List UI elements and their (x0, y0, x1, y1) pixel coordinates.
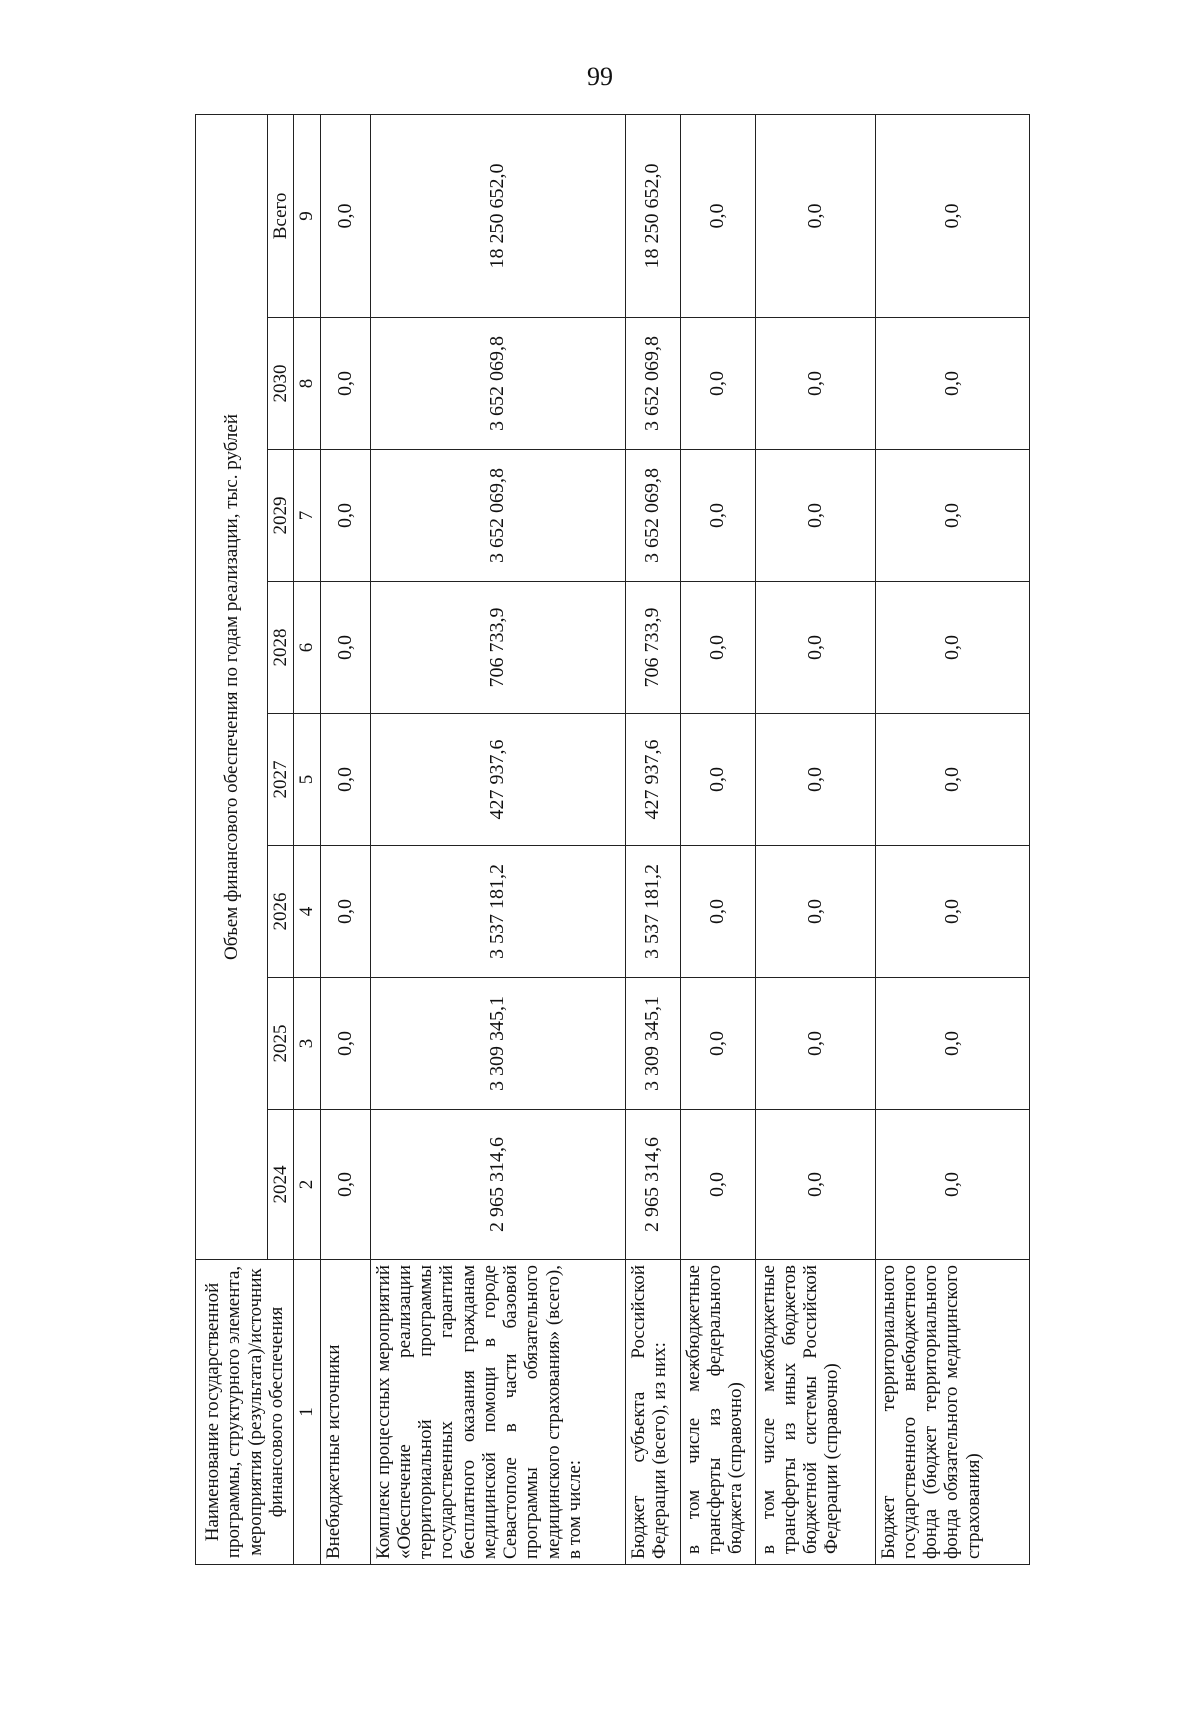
year-header: 2029 (268, 450, 294, 582)
column-number: 6 (294, 582, 320, 714)
cell-value: 0,0 (320, 450, 370, 582)
column-number: 1 (294, 1260, 320, 1565)
year-header: 2028 (268, 582, 294, 714)
cell-value: 0,0 (875, 978, 1029, 1110)
cell-value: 0,0 (875, 1110, 1029, 1260)
row-name: в том числе межбюджетные трансферты из федерального бюджета (справочно) (680, 1260, 755, 1565)
year-header: 2024 (268, 1110, 294, 1260)
column-number: 5 (294, 714, 320, 846)
row-name: Бюджет территориального государственного внебюджетного фонда (бюджет территориального фонда обязательного медицинского страхования) (875, 1260, 1029, 1565)
column-number: 9 (294, 114, 320, 317)
cell-value: 3 309 345,1 (625, 978, 680, 1110)
row-name: Бюджет субъекта Российской Федерации (всего), из них: (625, 1260, 680, 1565)
cell-value: 427 937,6 (625, 714, 680, 846)
cell-value: 18 250 652,0 (625, 114, 680, 317)
table-row (680, 114, 755, 1564)
cell-value: 0,0 (320, 714, 370, 846)
cell-value: 0,0 (755, 114, 875, 317)
column-number: 4 (294, 846, 320, 978)
cell-value: 0,0 (875, 114, 1029, 317)
name-column-header: Наименование государственной программы, структурного элемента, мероприятия (результата)/источник финансового обеспечения (196, 1260, 294, 1565)
cell-value: 2 965 314,6 (625, 1110, 680, 1260)
cell-value: 706 733,9 (625, 582, 680, 714)
cell-value: 0,0 (680, 318, 755, 450)
cell-value: 0,0 (755, 978, 875, 1110)
cell-value: 0,0 (875, 714, 1029, 846)
table-row (320, 114, 370, 1564)
cell-value: 0,0 (320, 318, 370, 450)
cell-value: 3 652 069,8 (370, 318, 625, 450)
table-row (625, 114, 680, 1564)
cell-value: 0,0 (680, 846, 755, 978)
cell-value: 0,0 (680, 1110, 755, 1260)
table-row (875, 114, 1029, 1564)
column-number: 7 (294, 450, 320, 582)
year-header: 2027 (268, 714, 294, 846)
cell-value: 3 652 069,8 (625, 318, 680, 450)
cell-value: 0,0 (875, 318, 1029, 450)
total-header: Всего (268, 114, 294, 317)
column-number: 8 (294, 318, 320, 450)
cell-value: 0,0 (320, 582, 370, 714)
cell-value: 0,0 (680, 450, 755, 582)
cell-value: 706 733,9 (370, 582, 625, 714)
column-numbers-row (294, 114, 320, 1564)
table-row (370, 114, 625, 1564)
rotated-table-container (195, 115, 1020, 1565)
table-row (755, 114, 875, 1564)
cell-value: 0,0 (320, 846, 370, 978)
cell-value: 0,0 (680, 714, 755, 846)
cell-value: 2 965 314,6 (370, 1110, 625, 1260)
cell-value: 3 309 345,1 (370, 978, 625, 1110)
financing-table (195, 114, 1030, 1565)
cell-value: 0,0 (755, 318, 875, 450)
cell-value: 3 652 069,8 (625, 450, 680, 582)
header-row (196, 114, 268, 1564)
cell-value: 0,0 (680, 582, 755, 714)
cell-value: 0,0 (680, 114, 755, 317)
cell-value: 0,0 (320, 114, 370, 317)
cell-value: 427 937,6 (370, 714, 625, 846)
cell-value: 0,0 (755, 714, 875, 846)
cell-value: 0,0 (320, 1110, 370, 1260)
column-number: 3 (294, 978, 320, 1110)
row-name: Внебюджетные источники (320, 1260, 370, 1565)
cell-value: 0,0 (755, 846, 875, 978)
cell-value: 0,0 (755, 450, 875, 582)
cell-value: 0,0 (875, 450, 1029, 582)
cell-value: 0,0 (680, 978, 755, 1110)
volume-header: Объем финансового обеспечения по годам реализации, тыс. рублей (196, 114, 268, 1259)
cell-value: 3 537 181,2 (625, 846, 680, 978)
page-number: 99 (587, 62, 613, 91)
cell-value: 0,0 (755, 582, 875, 714)
year-header: 2030 (268, 318, 294, 450)
row-name: Комплекс процессных мероприятий «Обеспечение реализации территориальной программы государственных гарантий бесплатного оказания гражданам медицинской помощи в городе Севастополе в части базовой программы обязательного медицинского страхования» (всего), в том числе: (370, 1260, 625, 1565)
column-number: 2 (294, 1110, 320, 1260)
cell-value: 3 652 069,8 (370, 450, 625, 582)
cell-value: 0,0 (755, 1110, 875, 1260)
cell-value: 3 537 181,2 (370, 846, 625, 978)
cell-value: 0,0 (875, 846, 1029, 978)
cell-value: 18 250 652,0 (370, 114, 625, 317)
cell-value: 0,0 (320, 978, 370, 1110)
cell-value: 0,0 (875, 582, 1029, 714)
year-header: 2026 (268, 846, 294, 978)
year-header: 2025 (268, 978, 294, 1110)
row-name: в том числе межбюджетные трансферты из иных бюджетов бюджетной системы Российской Федерации (справочно) (755, 1260, 875, 1565)
